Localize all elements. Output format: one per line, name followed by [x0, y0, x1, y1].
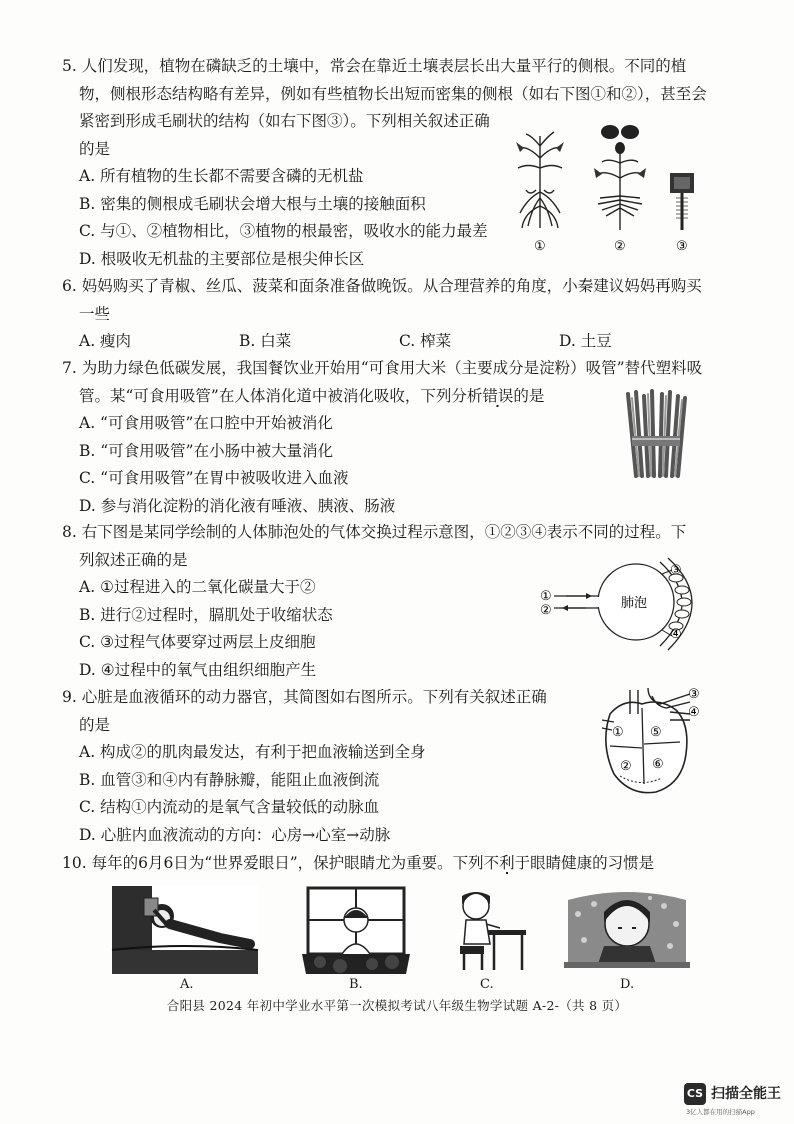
q7-emphasis: 错误 [482, 387, 513, 408]
question-6 [62, 273, 752, 356]
q5-fig-label-2: ② [614, 239, 626, 254]
q10-caption-b: B. [349, 977, 363, 992]
q8-option-b: B. 进行②过程时，膈肌处于收缩状态 [79, 605, 333, 624]
q9-option-b: B. 血管③和④内有静脉瓣，能阻止血液倒流 [79, 770, 380, 789]
q10-emphasis: 不利于 [484, 854, 531, 875]
q6-option-c: C. 榨菜 [399, 332, 452, 350]
q8-fig-label-2: ② [540, 603, 552, 618]
q9-fig-label-5: ⑤ [650, 725, 662, 740]
q5-fig-label-1: ① [534, 239, 546, 254]
q7-stem-line-2: 管。某“可食用吸管”在人体消化道中被消化吸收，下列分析错误的是 [62, 383, 752, 411]
camscanner-logo: CS [684, 1083, 706, 1105]
q5-root-figure [510, 118, 710, 258]
q6-stem-line-1: 6. 妈妈购买了青椒、丝瓜、菠菜和面条准备做晚饭。从合理营养的角度，小秦建议妈妈再购买 [62, 277, 702, 295]
q9-heart-figure [590, 684, 702, 804]
q7-option-b: B. “可食用吸管”在小肠中被大量消化 [79, 441, 334, 460]
q10-picture-b [300, 884, 412, 976]
q8-option-a: A. ①过程进入的二氧化碳量大于② [79, 578, 316, 596]
q9-option-c: C. 结构①内流动的是氧气含量较低的动脉血 [79, 798, 380, 816]
q10-picture-d [564, 884, 690, 976]
q10-stem-line-1: 10. 每年的6月6日为“世界爱眼日”，保护眼睛尤为重要。下列不利于眼睛健康的习惯是 [62, 850, 752, 878]
q6-option-a: A. 瘦肉 [79, 332, 132, 350]
q10-picture-a [110, 884, 260, 976]
q10-caption-c: C. [480, 977, 494, 992]
q9-stem-line-1: 9. 心脏是血液循环的动力器官，其简图如右图所示。下列有关叙述正确 [62, 688, 547, 706]
page-footer: 合阳县 2024 年初中学业水平第一次模拟考试八年级生物学试题 A-2-（共 8 页） [166, 998, 628, 1013]
q5-stem-line-2: 物，侧根形态结构略有差异，例如有些植物长出短而密集的侧根（如右下图①和②），甚至会 [79, 84, 707, 103]
q6-options [62, 328, 752, 356]
q8-stem-line-1: 8. 右下图是某同学绘制的人体肺泡处的气体交换过程示意图，①②③④表示不同的过程。下 [62, 523, 687, 541]
q8-option-d: D. ④过程中的氧气由组织细胞产生 [79, 660, 317, 679]
q8-alveolus-figure [536, 556, 706, 656]
q9-stem-line-2: 的是 [79, 715, 111, 734]
q8-fig-label-3: ③ [670, 563, 682, 578]
q7-stem-line-1: 7. 为助力绿色低碳发展，我国餐饮业开始用“可食用大米（主要成分是淀粉）吸管”替代塑料吸 [62, 359, 703, 377]
camscanner-tagline: 3亿人都在用的扫描App [686, 1108, 755, 1116]
q8-fig-label-4: ④ [670, 627, 682, 642]
q8-stem-line-2: 列叙述正确的是 [79, 550, 188, 569]
q5-option-c: C. 与①、②植物相比，③植物的根最密，吸收水的能力最差 [79, 222, 488, 240]
q8-fig-center: 肺泡 [621, 596, 648, 611]
q5-fig-label-3: ③ [676, 239, 688, 254]
q8-option-c: C. ③过程气体要穿过两层上皮细胞 [79, 633, 316, 651]
q10-caption-d: D. [620, 977, 635, 992]
q9-option-d: D. 心脏内血液流动的方向：心房→心室→动脉 [79, 825, 391, 844]
q6-stem-line-2: 一些 [79, 304, 111, 323]
q7-option-a: A. “可食用吸管”在口腔中开始被消化 [79, 414, 333, 432]
q5-stem-line-3: 紧密到形成毛刷状的结构（如右下图③）。下列相关叙述正确 [79, 112, 490, 130]
q5-option-d: D. 根吸收无机盐的主要部位是根尖伸长区 [79, 249, 365, 268]
q8-fig-label-1: ① [540, 589, 552, 604]
q9-fig-label-1: ① [612, 725, 624, 740]
q5-stem-line-1: 5. 人们发现，植物在磷缺乏的土壤中，常会在靠近土壤表层长出大量平行的侧根。不同的植 [62, 57, 687, 75]
q9-fig-label-6: ⑥ [652, 757, 664, 772]
q6-option-d: D. 土豆 [559, 332, 612, 350]
q9-fig-label-3: ③ [688, 687, 700, 702]
q6-option-b: B. 白菜 [239, 332, 292, 350]
q7-option-c: C. “可食用吸管”在胃中被吸收进入血液 [79, 469, 349, 487]
q10-caption-a: A. [180, 977, 194, 992]
q7-option-d: D. 参与消化淀粉的消化液有唾液、胰液、肠液 [79, 496, 396, 515]
q5-option-a: A. 所有植物的生长都不需要含磷的无机盐 [79, 167, 364, 185]
q9-option-a: A. 构成②的肌肉最发达，有利于把血液输送到全身 [79, 743, 426, 761]
question-10 [62, 850, 752, 878]
q10-picture-c [444, 884, 534, 976]
q9-fig-label-2: ② [620, 759, 632, 774]
q5-stem-line-4: 的是 [79, 139, 111, 158]
q7-straw-bundle-figure [622, 388, 690, 480]
q5-option-b: B. 密集的侧根成毛刷状会增大根与土壤的接触面积 [79, 194, 426, 213]
q9-fig-label-4: ④ [688, 705, 700, 720]
camscanner-name: 扫描全能王 [711, 1086, 781, 1102]
